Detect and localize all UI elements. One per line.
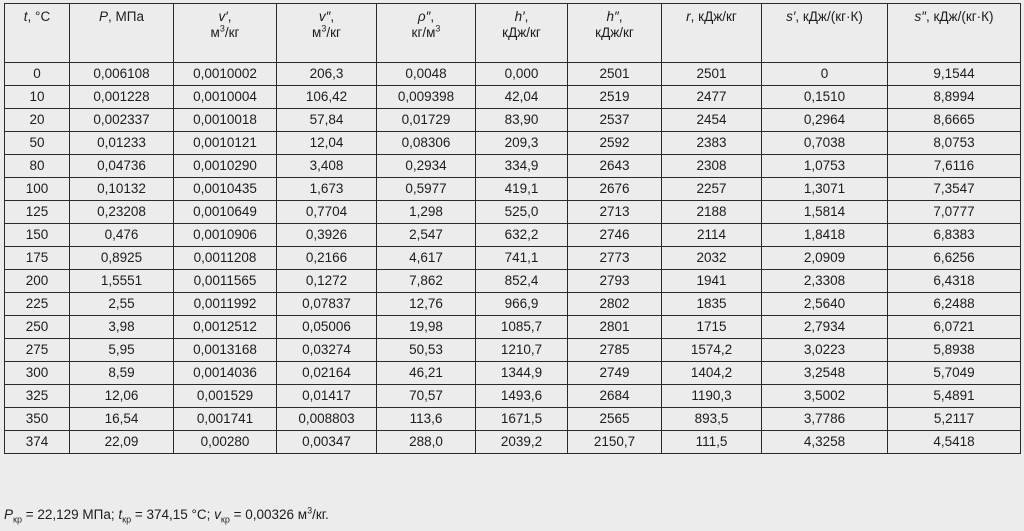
header-r: r, кДж/кг [662,4,762,63]
critical-point-note: $P_{кр} = 22,129$ МПа; $t_{кр} = 374,15$ °С; $v_{кр} = 0,00326$ $м^3/кг$. [4,505,329,525]
cell-p: 5,95 [70,339,174,362]
cell-r: 111,5 [662,431,762,454]
cell-v-vapor: 0,01417 [277,385,377,408]
cell-v-vapor: 0,02164 [277,362,377,385]
header-t: t, °C [5,4,70,63]
cell-rho-vapor: 46,21 [377,362,476,385]
cell-h-liquid: 1671,5 [476,408,568,431]
cell-s-vapor: 5,2117 [888,408,1021,431]
cell-rho-vapor: 1,298 [377,201,476,224]
cell-p: 12,06 [70,385,174,408]
header-v-liquid: v′, $м^3/кг$ [174,4,277,63]
cell-s-liquid: 2,7934 [762,316,888,339]
cell-h-liquid: 2039,2 [476,431,568,454]
cell-v-liquid: 0,0011992 [174,293,277,316]
cell-v-vapor: 0,07837 [277,293,377,316]
cell-rho-vapor: 0,0048 [377,63,476,86]
cell-h-liquid: 525,0 [476,201,568,224]
cell-p: 16,54 [70,408,174,431]
cell-s-liquid: 0 [762,63,888,86]
cell-v-liquid: 0,0010018 [174,109,277,132]
cell-s-liquid: 3,7786 [762,408,888,431]
cell-t: 200 [5,270,70,293]
header-s-liquid: s′, кДж/(кг·К) [762,4,888,63]
cell-h-liquid: 852,4 [476,270,568,293]
cell-h-liquid: 632,2 [476,224,568,247]
cell-s-liquid: 1,3071 [762,178,888,201]
cell-h-liquid: 1344,9 [476,362,568,385]
cell-h-vapor: 2684 [568,385,662,408]
cell-t: 250 [5,316,70,339]
cell-t: 275 [5,339,70,362]
table-row [5,224,1021,247]
cell-s-liquid: 3,5002 [762,385,888,408]
cell-rho-vapor: 19,98 [377,316,476,339]
cell-rho-vapor: 0,01729 [377,109,476,132]
saturated-steam-table [4,3,1021,454]
cell-r: 2114 [662,224,762,247]
cell-v-liquid: 0,0010004 [174,86,277,109]
table-row [5,316,1021,339]
cell-r: 1574,2 [662,339,762,362]
cell-h-liquid: 741,1 [476,247,568,270]
cell-r: 893,5 [662,408,762,431]
cell-p: 0,8925 [70,247,174,270]
header-h-liquid: h′, кДж/кг [476,4,568,63]
cell-rho-vapor: 70,57 [377,385,476,408]
cell-rho-vapor: 12,76 [377,293,476,316]
cell-h-liquid: 334,9 [476,155,568,178]
table-row [5,385,1021,408]
cell-h-vapor: 2501 [568,63,662,86]
header-row [5,4,1021,63]
cell-s-vapor: 4,5418 [888,431,1021,454]
header-pressure: P, МПа [70,4,174,63]
cell-h-liquid: 0,000 [476,63,568,86]
cell-p: 0,10132 [70,178,174,201]
cell-p: 0,001228 [70,86,174,109]
cell-rho-vapor: 0,5977 [377,178,476,201]
cell-r: 2454 [662,109,762,132]
table-row [5,362,1021,385]
cell-v-liquid: 0,0013168 [174,339,277,362]
cell-s-vapor: 7,3547 [888,178,1021,201]
cell-h-vapor: 2749 [568,362,662,385]
cell-s-vapor: 5,8938 [888,339,1021,362]
cell-v-liquid: 0,0010121 [174,132,277,155]
cell-v-liquid: 0,0010290 [174,155,277,178]
cell-h-vapor: 2537 [568,109,662,132]
cell-h-vapor: 2565 [568,408,662,431]
cell-p: 8,59 [70,362,174,385]
cell-s-vapor: 6,4318 [888,270,1021,293]
table-row [5,431,1021,454]
cell-h-liquid: 42,04 [476,86,568,109]
cell-v-liquid: 0,0012512 [174,316,277,339]
cell-s-vapor: 6,2488 [888,293,1021,316]
cell-s-liquid: 4,3258 [762,431,888,454]
cell-p: 0,04736 [70,155,174,178]
table-row [5,178,1021,201]
cell-r: 1941 [662,270,762,293]
cell-h-vapor: 2773 [568,247,662,270]
cell-p: 22,09 [70,431,174,454]
table-row [5,155,1021,178]
cell-t: 175 [5,247,70,270]
cell-h-vapor: 2643 [568,155,662,178]
cell-t: 0 [5,63,70,86]
cell-s-vapor: 7,6116 [888,155,1021,178]
cell-r: 1404,2 [662,362,762,385]
cell-r: 2257 [662,178,762,201]
cell-v-liquid: 0,0010435 [174,178,277,201]
cell-h-liquid: 209,3 [476,132,568,155]
cell-rho-vapor: 0,08306 [377,132,476,155]
cell-r: 1835 [662,293,762,316]
cell-h-vapor: 2801 [568,316,662,339]
cell-rho-vapor: 50,53 [377,339,476,362]
cell-s-liquid: 2,0909 [762,247,888,270]
cell-rho-vapor: 113,6 [377,408,476,431]
cell-h-liquid: 1493,6 [476,385,568,408]
cell-r: 2501 [662,63,762,86]
cell-s-vapor: 6,6256 [888,247,1021,270]
cell-p: 0,476 [70,224,174,247]
cell-p: 0,002337 [70,109,174,132]
cell-v-liquid: 0,0014036 [174,362,277,385]
cell-v-vapor: 57,84 [277,109,377,132]
cell-s-liquid: 0,2964 [762,109,888,132]
cell-s-vapor: 9,1544 [888,63,1021,86]
table-row [5,86,1021,109]
cell-s-vapor: 6,8383 [888,224,1021,247]
header-h-vapor: h″, кДж/кг [568,4,662,63]
cell-s-liquid: 1,8418 [762,224,888,247]
cell-h-liquid: 966,9 [476,293,568,316]
cell-r: 2032 [662,247,762,270]
cell-rho-vapor: 0,2934 [377,155,476,178]
cell-v-liquid: 0,001529 [174,385,277,408]
cell-v-vapor: 0,1272 [277,270,377,293]
cell-h-liquid: 419,1 [476,178,568,201]
cell-v-vapor: 206,3 [277,63,377,86]
table-row [5,132,1021,155]
cell-r: 2477 [662,86,762,109]
cell-p: 2,55 [70,293,174,316]
cell-v-vapor: 0,008803 [277,408,377,431]
cell-v-liquid: 0,0010649 [174,201,277,224]
cell-t: 350 [5,408,70,431]
cell-s-liquid: 1,0753 [762,155,888,178]
cell-h-vapor: 2802 [568,293,662,316]
cell-s-liquid: 3,0223 [762,339,888,362]
table-row [5,201,1021,224]
cell-p: 0,23208 [70,201,174,224]
cell-h-liquid: 83,90 [476,109,568,132]
cell-h-vapor: 2746 [568,224,662,247]
cell-rho-vapor: 288,0 [377,431,476,454]
cell-p: 1,5551 [70,270,174,293]
cell-s-vapor: 6,0721 [888,316,1021,339]
cell-v-liquid: 0,0010906 [174,224,277,247]
cell-s-vapor: 8,6665 [888,109,1021,132]
cell-s-liquid: 2,5640 [762,293,888,316]
header-rho-vapor: ρ″, $кг/м^3$ [377,4,476,63]
cell-t: 225 [5,293,70,316]
cell-v-vapor: 3,408 [277,155,377,178]
cell-s-vapor: 7,0777 [888,201,1021,224]
cell-r: 2383 [662,132,762,155]
cell-r: 2188 [662,201,762,224]
table-row [5,270,1021,293]
cell-t: 150 [5,224,70,247]
cell-v-liquid: 0,0010002 [174,63,277,86]
cell-t: 325 [5,385,70,408]
cell-v-vapor: 0,00347 [277,431,377,454]
cell-h-vapor: 2592 [568,132,662,155]
cell-v-vapor: 0,05006 [277,316,377,339]
cell-v-vapor: 1,673 [277,178,377,201]
cell-s-liquid: 0,7038 [762,132,888,155]
cell-s-vapor: 8,8994 [888,86,1021,109]
cell-v-liquid: 0,00280 [174,431,277,454]
cell-v-vapor: 12,04 [277,132,377,155]
cell-s-liquid: 2,3308 [762,270,888,293]
cell-h-vapor: 2676 [568,178,662,201]
cell-v-liquid: 0,001741 [174,408,277,431]
cell-h-vapor: 2519 [568,86,662,109]
cell-v-vapor: 0,03274 [277,339,377,362]
cell-rho-vapor: 4,617 [377,247,476,270]
cell-p: 0,01233 [70,132,174,155]
table-body [5,63,1021,454]
cell-h-vapor: 2785 [568,339,662,362]
cell-t: 10 [5,86,70,109]
cell-s-vapor: 5,7049 [888,362,1021,385]
cell-v-liquid: 0,0011565 [174,270,277,293]
cell-s-liquid: 0,1510 [762,86,888,109]
cell-r: 2308 [662,155,762,178]
cell-rho-vapor: 7,862 [377,270,476,293]
cell-t: 80 [5,155,70,178]
table-row [5,63,1021,86]
cell-p: 3,98 [70,316,174,339]
cell-v-vapor: 0,3926 [277,224,377,247]
cell-p: 0,006108 [70,63,174,86]
cell-t: 20 [5,109,70,132]
table-row [5,109,1021,132]
cell-h-liquid: 1085,7 [476,316,568,339]
cell-v-vapor: 106,42 [277,86,377,109]
cell-rho-vapor: 0,009398 [377,86,476,109]
cell-t: 300 [5,362,70,385]
cell-t: 50 [5,132,70,155]
table-row [5,247,1021,270]
header-v-vapor: v″, $м^3/кг$ [277,4,377,63]
cell-s-vapor: 5,4891 [888,385,1021,408]
cell-t: 125 [5,201,70,224]
cell-r: 1190,3 [662,385,762,408]
cell-h-liquid: 1210,7 [476,339,568,362]
cell-t: 374 [5,431,70,454]
cell-s-liquid: 1,5814 [762,201,888,224]
cell-h-vapor: 2713 [568,201,662,224]
table-row [5,339,1021,362]
table-row [5,408,1021,431]
header-s-vapor: s″, кДж/(кг·К) [888,4,1021,63]
cell-s-liquid: 3,2548 [762,362,888,385]
cell-t: 100 [5,178,70,201]
cell-v-liquid: 0,0011208 [174,247,277,270]
cell-s-vapor: 8,0753 [888,132,1021,155]
cell-v-vapor: 0,2166 [277,247,377,270]
cell-h-vapor: 2793 [568,270,662,293]
cell-rho-vapor: 2,547 [377,224,476,247]
cell-v-vapor: 0,7704 [277,201,377,224]
table-row [5,293,1021,316]
cell-h-vapor: 2150,7 [568,431,662,454]
cell-r: 1715 [662,316,762,339]
